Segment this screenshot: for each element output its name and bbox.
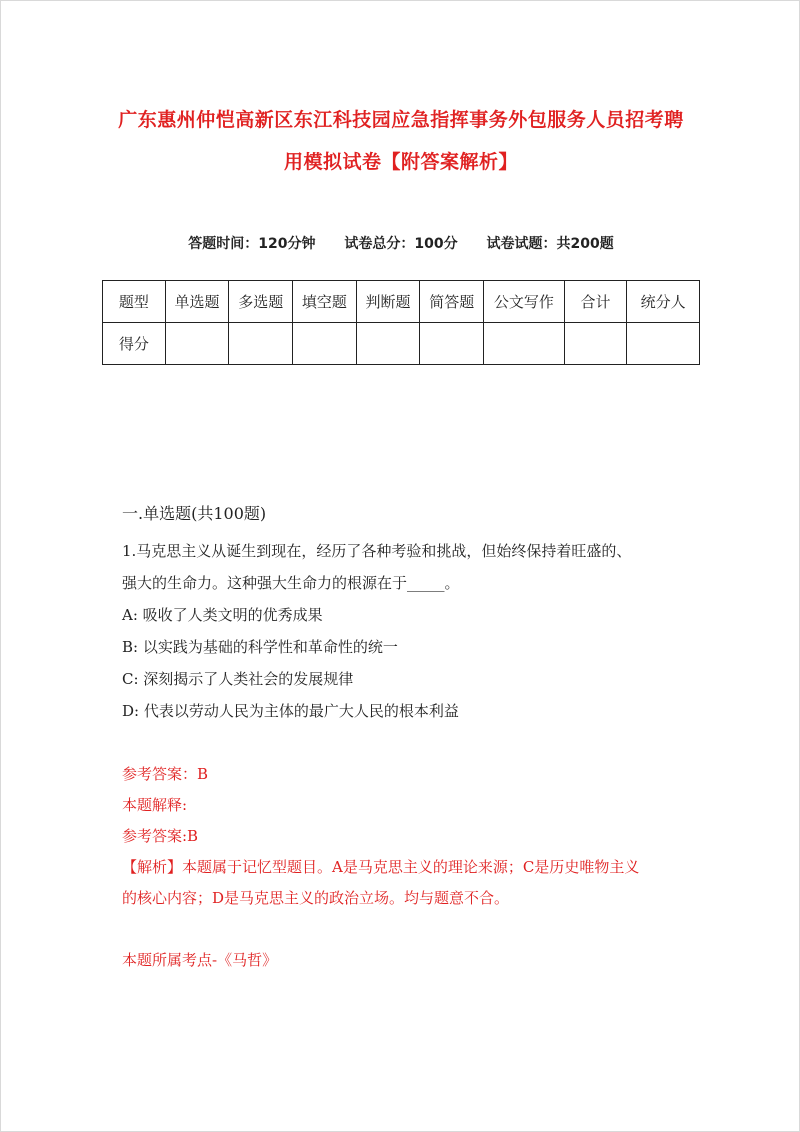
exam-time: 答题时间：120分钟 <box>188 236 316 252</box>
analysis-line1: 【解析】本题属于记忆型题目。A是马克思主义的理论来源；C是历史唯物主义 <box>122 858 640 876</box>
score-cell[interactable] <box>420 323 484 365</box>
doc-title-line1: 广东惠州仲恺高新区东江科技园应急指挥事务外包服务人员招考聘 <box>118 109 684 131</box>
score-cell[interactable] <box>564 323 627 365</box>
reference-answer-2: 参考答案:B <box>122 827 199 845</box>
score-table-header-row <box>103 281 700 323</box>
header-cell: 多选题 <box>229 281 293 323</box>
analysis-line2: 的核心内容；D是马克思主义的政治立场。均与题意不合。 <box>122 889 510 907</box>
explanation-label: 本题解释: <box>122 796 188 814</box>
header-cell: 判断题 <box>356 281 420 323</box>
header-cell: 统分人 <box>627 281 700 323</box>
exam-total: 试卷总分：100分 <box>344 236 458 252</box>
reference-answer: 参考答案：B <box>122 765 209 783</box>
score-table <box>102 280 700 365</box>
exam-meta <box>1 233 800 253</box>
header-cell: 单选题 <box>165 281 229 323</box>
score-cell[interactable] <box>627 323 700 365</box>
header-cell: 简答题 <box>420 281 484 323</box>
score-table-score-row <box>103 323 700 365</box>
doc-title-line2: 用模拟试卷【附答案解析】 <box>283 151 518 173</box>
score-cell[interactable] <box>165 323 229 365</box>
score-cell[interactable] <box>356 323 420 365</box>
option-a: A: 吸收了人类文明的优秀成果 <box>122 606 323 624</box>
option-c: C: 深刻揭示了人类社会的发展规律 <box>122 670 354 688</box>
header-cell: 题型 <box>103 281 166 323</box>
section-title: 一.单选题(共100题) <box>122 504 267 523</box>
header-cell: 合计 <box>564 281 627 323</box>
exam-count: 试卷试题：共200题 <box>486 236 614 252</box>
topic-tag: 本题所属考点-《马哲》 <box>122 951 278 969</box>
header-cell: 填空题 <box>293 281 357 323</box>
question-stem-line1: 1.马克思主义从诞生到现在，经历了各种考验和挑战，但始终保持着旺盛的、 <box>122 542 632 560</box>
option-d: D: 代表以劳动人民为主体的最广大人民的根本利益 <box>122 702 459 720</box>
score-cell[interactable] <box>484 323 565 365</box>
header-cell: 公文写作 <box>484 281 565 323</box>
question-stem-line2: 强大的生命力。这种强大生命力的根源在于_____。 <box>122 574 460 592</box>
score-cell[interactable] <box>293 323 357 365</box>
score-row-label: 得分 <box>103 323 166 365</box>
option-b: B: 以实践为基础的科学性和革命性的统一 <box>122 638 398 656</box>
score-cell[interactable] <box>229 323 293 365</box>
